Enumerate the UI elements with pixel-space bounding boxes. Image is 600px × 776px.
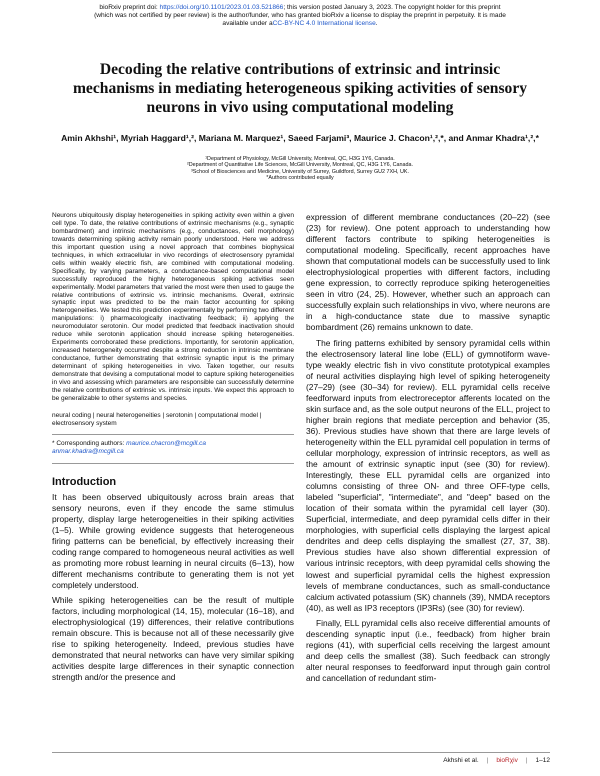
body-paragraph: expression of different membrane conductances (20–22) (see (23) for review). One potent approach to understanding how different factors contribute to spiking heterogeneities is computational modeling. Specifically, recent approaches have shown that computational models can be successfully used to link electrophysiological properties with different factors, including gene expression, to correctly reproduce spiking heterogeneities seen in vitro (24, 25). However, whether such an approach can successfully explain such relationships in vivo, where neurons are in a high-conductance state due to massive synaptic bombardment (26) remains unknown to date. (306, 212, 550, 333)
left-column (52, 212, 294, 687)
right-column (306, 212, 550, 688)
preprint-line-3: available under aCC-BY-NC 4.0 International license. (222, 20, 378, 28)
footer-separator: | (486, 757, 489, 764)
body-paragraph: The firing patterns exhibited by sensory pyramidal cells within the electrosensory lateral line lobe (ELL) of gymnotiform wave-type weakly electric fish in vivo constitute prototypical examples of neural activities displaying high level of spiking heterogeneity (27–29) (see (30–34) for review). ELL pyramidal cells receive feedforward inputs from electroreceptor afferents located on the skin surface and, as the sole output neurons of the ELL, project to higher brain regions that mediate perception and behavior (35, 36). Previous studies have shown that there are large levels of heterogeneity within the ELL pyramidal cell population in terms of cellular morphology, expression of intrinsic receptors, as well as the amount of extrinsic synaptic input (see (30) for review). Interestingly, these ELL pyramidal cells are organized into columns consisting of three ON- and three OFF-type cells, labeled "superficial", "intermediate", and "deep" based on the location of their somata within the pyramidal cell layer (30). Superficial, intermediate, and deep pyramidal cells differ in their morphologies, with superficial cells displaying the largest apical dendrites and deep cells displaying the smallest (27, 37, 38). Previous studies have also shown differential expression of various intrinsic receptors, with deep pyramidal cells showing the lowest and superficial pyramidal cells the highest expression levels of membrane conductances, such as small-conductance calcium activated potassium (SK) channels (39), NMDA receptors (40), as well as IP3 receptors (IP3Rs) (see (30) for review). (306, 337, 550, 613)
footer-separator: | (525, 757, 528, 764)
affiliation-1: ¹Department of Physiology, McGill University, Montreal, QC, H3G 1Y6, Canada. (205, 156, 395, 162)
intro-paragraph: While spiking heterogeneities can be the result of multiple factors, including morphological (14, 15), molecular (16–18), and electrophysiological (19) differences, their relative contributions remain obscure. This is because not all of these necessarily give rise to spiking heterogeneity. Indeed, previous studies have demonstrated that neural networks can have very similar spiking activities despite large differences in their synaptic connection strength and/or the presence and (52, 595, 294, 683)
footer-rule (52, 752, 550, 753)
doi-link[interactable]: https://doi.org/10.1101/2023.01.03.521866 (159, 4, 284, 11)
abstract: Neurons ubiquitously display heterogeneities in spiking activity even within a given cell type. To date, the relative contributions of extrinsic mechanisms (e.g., synaptic bombardment) and intrinsic mechanisms (e.g., conductances, cell morphology) towards determining spiking activity remain poorly understood. Here we address this important question using a novel approach that combines biophysical techniques, in which extracellular in vivo recordings of electrosensory pyramidal cells within weakly electric fish, are combined with computational modeling. Specifically, by varying parameters, a conductance-based computational model successfully reproduced the highly heterogeneous spiking activities seen experimentally. Model parameters that varied the most were then used to gauge the relative contributions of extrinsic vs. intrinsic mechanisms. Overall, extrinsic synaptic input was predicted to be the main factor accounting for spiking heterogeneities. We tested this prediction experimentally by performing two different manipulations: i) pharmacologically inactivating feedback; ii) applying the neuromodulator serotonin. Our model predicted that feedback inactivation should reduce while serotonin application should increase spiking heterogeneities. Experiments corroborated these predictions. Importantly, for serotonin application, increased heterogeneity occurred despite a strong reduction in intrinsic membrane conductance, further demonstrating that extrinsic synaptic input is the primary determinant of spiking heterogeneities in vivo. Taken together, our results demonstrate that devising a computational model to capture spiking heterogeneities in vivo and assessing which parameters are responsible can successfully determine the relative contributions of extrinsic vs. intrinsic inputs. We expect this approach to be generalizable to other systems and species. (52, 212, 294, 402)
footer-authors: Akhshi et al. (443, 757, 479, 764)
page-footer (52, 752, 550, 764)
email-link-2[interactable]: anmar.khadra@mcgill.ca (52, 447, 124, 455)
license-link[interactable]: CC-BY-NC 4.0 International license (272, 20, 376, 28)
preprint-line-2: (which was not certified by peer review) is the author/funder, who has granted bioRxiv a license to display the preprint in perpetuity. It is made (94, 12, 506, 20)
preprint-notice (0, 4, 600, 29)
biorxiv-logo: bioRχiv (496, 757, 518, 764)
keywords: neural coding | neural heterogeneities | serotonin | computational model | electrosensory system (52, 412, 294, 435)
preprint-line-1: bioRxiv preprint doi: https://doi.org/10.1101/2023.01.03.521866; this version posted January 3, 2023. The copyright holder for this preprint (99, 4, 501, 11)
page-number: 1–12 (535, 757, 550, 764)
affiliation-3: ³School of Biosciences and Medicine, University of Surrey, Guildford, Surrey GU2 7XH, UK. (190, 168, 409, 175)
introduction-heading: Introduction (52, 475, 117, 488)
equal-contribution-note: *Authors contributed equally (266, 175, 334, 182)
affiliation-2: ²Department of Quantitative Life Sciences, McGill University, Montreal, QC, H3G 1Y6, Canada. (186, 162, 414, 169)
paper-title: Decoding the relative contributions of extrinsic and intrinsic mechanisms in mediating heterogeneous spiking activities of sensory neurons in vivo using computational modeling (72, 61, 528, 116)
body-paragraph: Finally, ELL pyramidal cells also receive differential amounts of descending synaptic input (i.e., feedback) from higher brain regions (41), with superficial cells receiving the largest amount and deep cells the smallest (38). Such feedback can strongly alter neural responses to feedforward input through gain control and cancellation of redundant stim- (306, 617, 550, 683)
author-list: Amin Akhshi¹, Myriah Haggard¹,², Mariana M. Marquez¹, Saeed Farjami³, Maurice J. Chacon¹,²,*, and Anmar Khadra¹,²,* (61, 133, 539, 143)
affiliations (120, 156, 480, 182)
intro-paragraph: It has been observed ubiquitously across brain areas that sensory neurons, even if they encode the same stimulus property, display large heterogeneities in their spiking activities (1–5). While growing evidence suggests that heterogeneous firing patterns can be beneficial, by effectively increasing their coding range compared to homogeneous neural activities as well as promoting more robust learning in neural circuits (6–13), how different mechanisms contribute to generating them is not yet completely understood. (52, 491, 294, 591)
email-link-1[interactable]: maurice.chacron@mcgill.ca (126, 439, 207, 447)
correspondence: * Corresponding authors: maurice.chacron@mcgill.ca anmar.khadra@mcgill.ca (52, 440, 294, 464)
